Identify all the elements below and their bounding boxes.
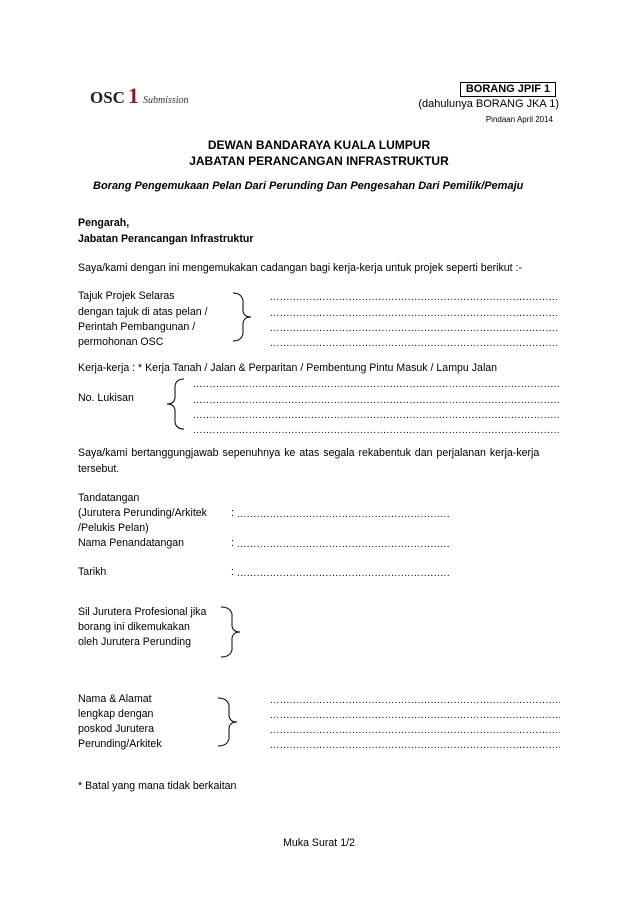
works-label: Kerja-kerja : * Kerja Tanah / Jalan & Perparitan / Pembentung Pintu Masuk / Lampu Jalan [78, 362, 498, 374]
signatory-name-field[interactable] [237, 539, 449, 551]
seal-brace [221, 606, 245, 658]
seal-label-3: oleh Jurutera Perunding [78, 636, 192, 648]
address-label-4: Perunding/Arkitek [78, 738, 162, 750]
logo-osc-text: OSC [90, 88, 125, 107]
address-field-1[interactable] [270, 695, 560, 707]
project-title-label-3: Perintah Pembangunan / [78, 321, 196, 333]
project-title-field-4[interactable] [270, 338, 558, 350]
drawing-number-label: No. Lukisan [78, 392, 134, 404]
seal-label-1: Sil Jurutera Profesional jika [78, 606, 207, 618]
address-field-2[interactable] [270, 710, 560, 722]
project-title-field-3[interactable] [270, 323, 558, 335]
project-title-field-2[interactable] [270, 308, 558, 320]
address-label-3: poskod Jurutera [78, 723, 154, 735]
project-title-label-4: permohonan OSC [78, 336, 164, 348]
responsibility-line-1: Saya/kami bertanggungjawab sepenuhnya ke atas segala rekabentuk dan perjalanan kerja-kerja [78, 447, 540, 459]
drawing-number-field-4[interactable] [193, 425, 559, 437]
logo-one-mark: 1 [128, 83, 139, 108]
signature-colon: : [231, 507, 234, 519]
intro-text: Saya/kami dengan ini mengemukakan cadangan bagi kerja-kerja untuk projek seperti berikut :- [78, 262, 523, 274]
footnote: * Batal yang mana tidak berkaitan [78, 780, 237, 792]
signature-label-3: /Pelukis Pelan) [78, 522, 149, 534]
council-title: DEWAN BANDARAYA KUALA LUMPUR [207, 138, 431, 152]
formerly-note: (dahulunya BORANG JKA 1) [418, 98, 559, 110]
signature-label-2: (Jurutera Perunding/Arkitek [78, 507, 207, 519]
form-subtitle: Borang Pengemukaan Pelan Dari Perunding Dan Pengesahan Dari Pemilik/Pemaju [93, 180, 524, 192]
department-title: JABATAN PERANCANGAN INFRASTRUKTUR [189, 154, 449, 168]
drawing-number-field-2[interactable] [193, 395, 559, 407]
amended-note: Pindaan April 2014 [485, 115, 553, 124]
address-field-4[interactable] [270, 740, 560, 752]
address-brace [218, 697, 242, 747]
date-label: Tarikh [78, 566, 107, 578]
project-title-label-2: dengan tajuk di atas pelan / [78, 306, 208, 318]
drawing-number-field-1[interactable] [193, 379, 559, 391]
address-label-2: lengkap dengan [78, 708, 154, 720]
address-label-1: Nama & Alamat [78, 693, 152, 705]
date-field[interactable] [237, 568, 449, 580]
page-number: Muka Surat 1/2 [283, 837, 355, 849]
address-field-3[interactable] [270, 725, 560, 737]
seal-label-2: borang ini dikemukakan [78, 621, 190, 633]
project-title-brace [233, 292, 257, 342]
drawing-number-field-3[interactable] [193, 410, 559, 422]
signatory-name-label: Nama Penandatangan [78, 537, 185, 549]
addressee-line1: Pengarah, [78, 217, 130, 229]
responsibility-line-2: tersebut. [78, 463, 120, 475]
signatory-name-colon: : [231, 537, 234, 549]
project-title-field-1[interactable] [270, 292, 558, 304]
signature-label-1: Tandatangan [78, 492, 140, 504]
date-colon: : [231, 566, 234, 578]
logo-submission-text: Submission [143, 95, 189, 106]
signature-field[interactable] [237, 509, 449, 521]
project-title-label-1: Tajuk Projek Selaras [78, 290, 175, 302]
drawing-number-brace [166, 378, 190, 430]
addressee-line2: Jabatan Perancangan Infrastruktur [78, 233, 254, 245]
form-code-box: BORANG JPIF 1 [460, 82, 556, 97]
